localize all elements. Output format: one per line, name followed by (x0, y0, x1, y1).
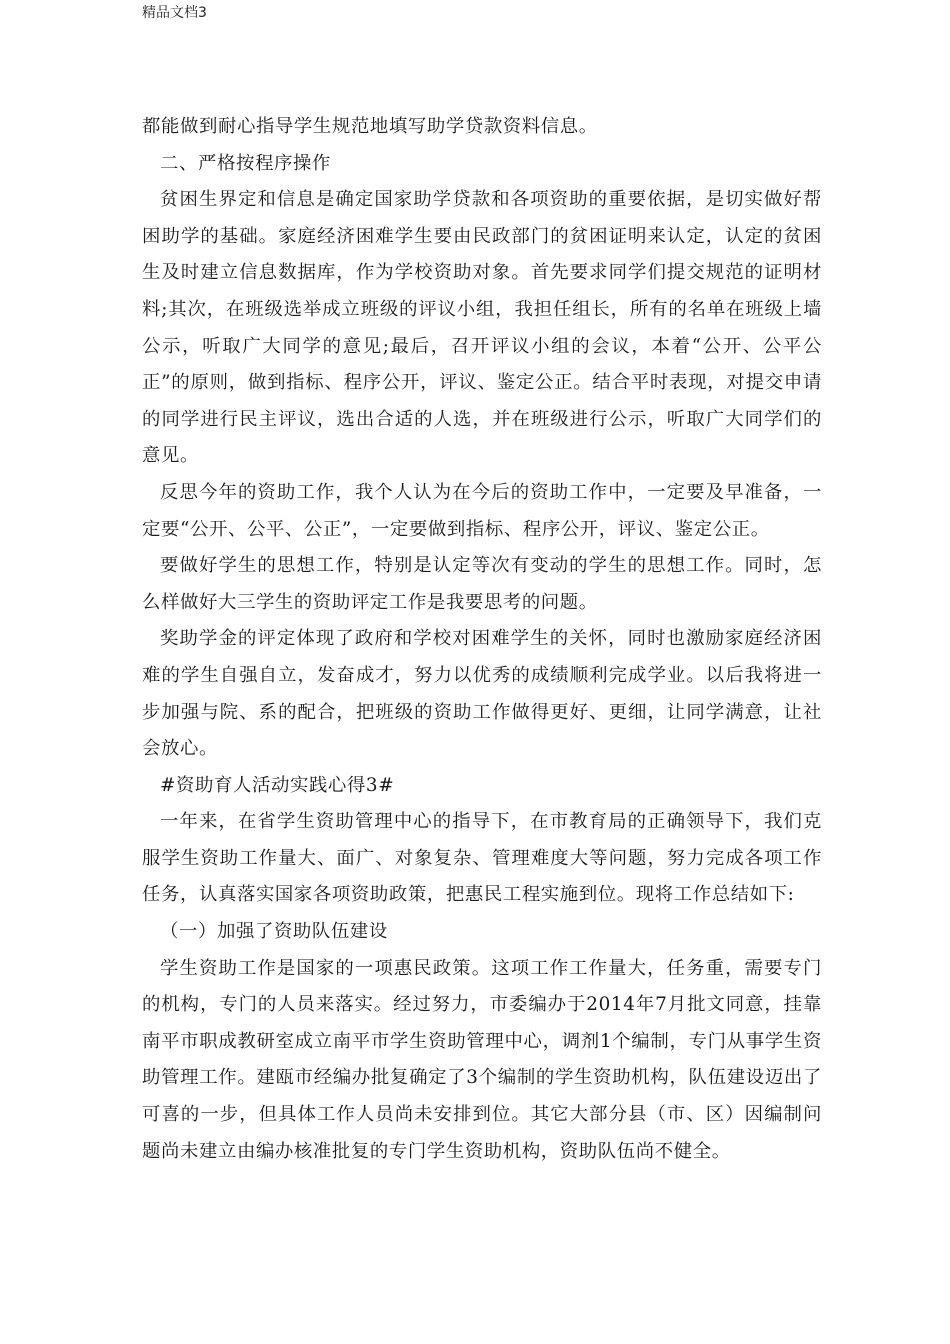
section-title-practice-3: #资助育人活动实践心得3# (160, 774, 395, 796)
paragraph-continuation: 都能做到耐心指导学生规范地填写助学贷款资料信息。 (142, 116, 598, 137)
paragraph-year-summary: 一年来，在省学生资助管理中心的指导下，在市教育局的正确领导下，我们克服学生资助工作量大、面广、对象复杂、管理难度大等问题，努力完成各项工作任务，认真落实国家各项资助政策，把惠民工程实施到位。现将工作总结如下: (142, 811, 822, 906)
paragraph-scholarship: 奖助学金的评定体现了政府和学校对困难学生的关怀，同时也激励家庭经济困难的学生自强自立，发奋成才，努力以优秀的成绩顺利完成学业。以后我将进一步加强与院、系的配合，把班级的资助工作做得更好、更细，让同学满意，让社会放心。 (142, 628, 822, 760)
paragraph-team-building: 学生资助工作是国家的一项惠民政策。这项工作工作量大，任务重，需要专门的机构，专门的人员来落实。经过努力，市委编办于2014年7月批文同意，挂靠南平市职成教研室成立南平市学生资助管理中心，调剂1个编制，专门从事学生资助管理工作。建瓯市经编办批复确定了3个编制的学生资助机构，队伍建设迈出了可喜的一步，但具体工作人员尚未安排到位。其它大部分县（市、区）因编制问题尚未建立由编办核准批复的专门学生资助机构，资助队伍尚不健全。 (142, 957, 822, 1162)
subsection-heading-team-building: （一）加强了资助队伍建设 (160, 921, 388, 943)
page-header-label: 精品文档3 (142, 5, 207, 21)
paragraph-reflection: 反思今年的资助工作，我个人认为在今后的资助工作中，一定要及早准备，一定要“公开、公平、公正”，一定要做到指标、程序公开，评议、鉴定公正。 (142, 481, 822, 540)
paragraph-student-thinking: 要做好学生的思想工作，特别是认定等次有变动的学生的思想工作。同时，怎么样做好大三学生的资助评定工作是我要思考的问题。 (142, 555, 822, 613)
document-body (142, 109, 822, 1170)
paragraph-poverty-identification: 贫困生界定和信息是确定国家助学贷款和各项资助的重要依据，是切实做好帮困助学的基础。家庭经济困难学生要由民政部门的贫困证明来认定，认定的贫困生及时建立信息数据库，作为学校资助对象。首先要求同学们提交规范的证明材料;其次，在班级选举成立班级的评议小组，我担任组长，所有的名单在班级上墙公示，听取广大同学的意见;最后，召开评议小组的会议，本着“公开、公平公正”的原则，做到指标、程序公开，评议、鉴定公正。结合平时表现，对提交申请的同学进行民主评议，选出合适的人选，并在班级进行公示，听取广大同学们的意见。 (142, 189, 822, 467)
section-heading-procedure: 二、严格按程序操作 (160, 152, 331, 174)
